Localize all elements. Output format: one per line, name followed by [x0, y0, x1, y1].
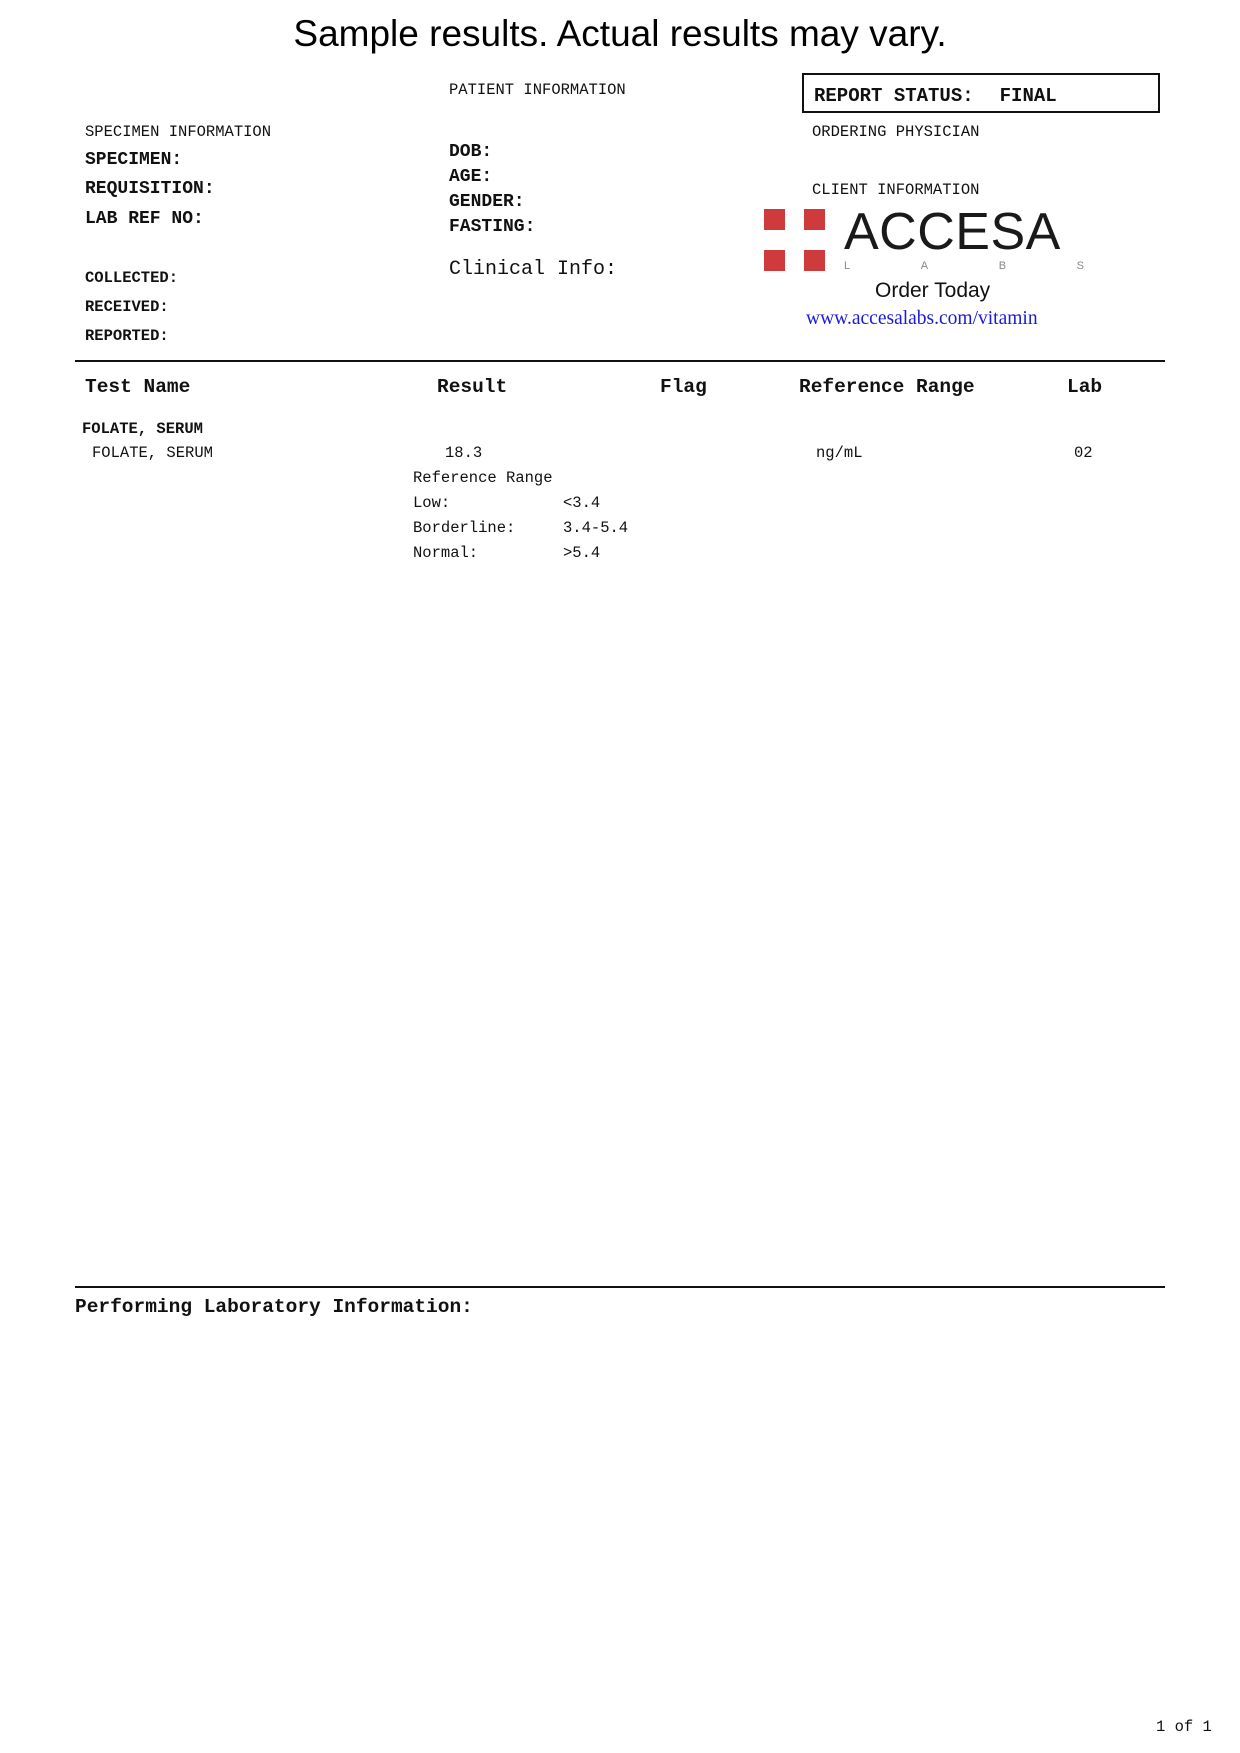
lab-ref-label: LAB REF NO:	[85, 209, 204, 229]
reference-normal-value: >5.4	[563, 544, 601, 562]
test-row-lab: 02	[1074, 444, 1093, 462]
reference-range-title: Reference Range	[413, 469, 553, 487]
reference-borderline-label: Borderline:	[413, 519, 516, 537]
gender-label: GENDER:	[449, 192, 525, 212]
col-header-test-name: Test Name	[85, 376, 191, 398]
accesa-labs-logo	[764, 203, 1084, 276]
reported-label: REPORTED:	[85, 327, 169, 345]
col-header-lab: Lab	[1067, 376, 1103, 398]
test-row-result: 18.3	[445, 444, 483, 462]
received-label: RECEIVED:	[85, 298, 169, 316]
logo-square	[764, 250, 785, 271]
patient-info-heading: PATIENT INFORMATION	[449, 81, 626, 99]
reference-normal-label: Normal:	[413, 544, 479, 562]
logo-sub-letter: A	[920, 260, 929, 272]
client-info-heading: CLIENT INFORMATION	[812, 181, 980, 199]
dob-label: DOB:	[449, 142, 493, 162]
collected-label: COLLECTED:	[85, 269, 179, 287]
test-row-units: ng/mL	[816, 444, 863, 462]
header-divider	[75, 360, 1165, 362]
logo-square	[804, 209, 825, 230]
logo-wordmark: ACCESA	[844, 203, 1061, 261]
logo-square	[764, 209, 785, 230]
logo-subtitle	[844, 260, 1084, 272]
logo-square	[804, 250, 825, 271]
age-label: AGE:	[449, 167, 493, 187]
report-status-value: FINAL	[999, 85, 1057, 107]
report-status-label: REPORT STATUS:	[814, 85, 974, 107]
accesa-vitamin-link[interactable]: www.accesalabs.com/vitamin	[806, 308, 1038, 329]
col-header-result: Result	[437, 376, 508, 398]
logo-sub-letter: L	[844, 260, 851, 272]
reference-low-value: <3.4	[563, 494, 601, 512]
order-today-text: Order Today	[875, 279, 991, 302]
report-status-box	[802, 73, 1160, 113]
test-row-name: FOLATE, SERUM	[92, 444, 213, 462]
performing-lab-heading: Performing Laboratory Information:	[75, 1296, 473, 1318]
clinical-info-label: Clinical Info:	[449, 258, 618, 281]
logo-sub-letter: S	[1076, 260, 1084, 272]
reference-borderline-value: 3.4-5.4	[563, 519, 629, 537]
logo-sub-letter: B	[998, 260, 1007, 272]
reference-low-label: Low:	[413, 494, 451, 512]
col-header-reference-range: Reference Range	[799, 376, 975, 398]
sample-disclaimer-banner: Sample results. Actual results may vary.	[293, 13, 947, 54]
col-header-flag: Flag	[660, 376, 707, 398]
ordering-physician-heading: ORDERING PHYSICIAN	[812, 123, 980, 141]
specimen-label: SPECIMEN:	[85, 150, 183, 170]
footer-divider	[75, 1286, 1165, 1288]
page-number: 1 of 1	[1156, 1718, 1212, 1736]
test-group-title: FOLATE, SERUM	[82, 420, 203, 438]
requisition-label: REQUISITION:	[85, 179, 215, 199]
fasting-label: FASTING:	[449, 217, 536, 237]
specimen-info-heading: SPECIMEN INFORMATION	[85, 123, 272, 141]
